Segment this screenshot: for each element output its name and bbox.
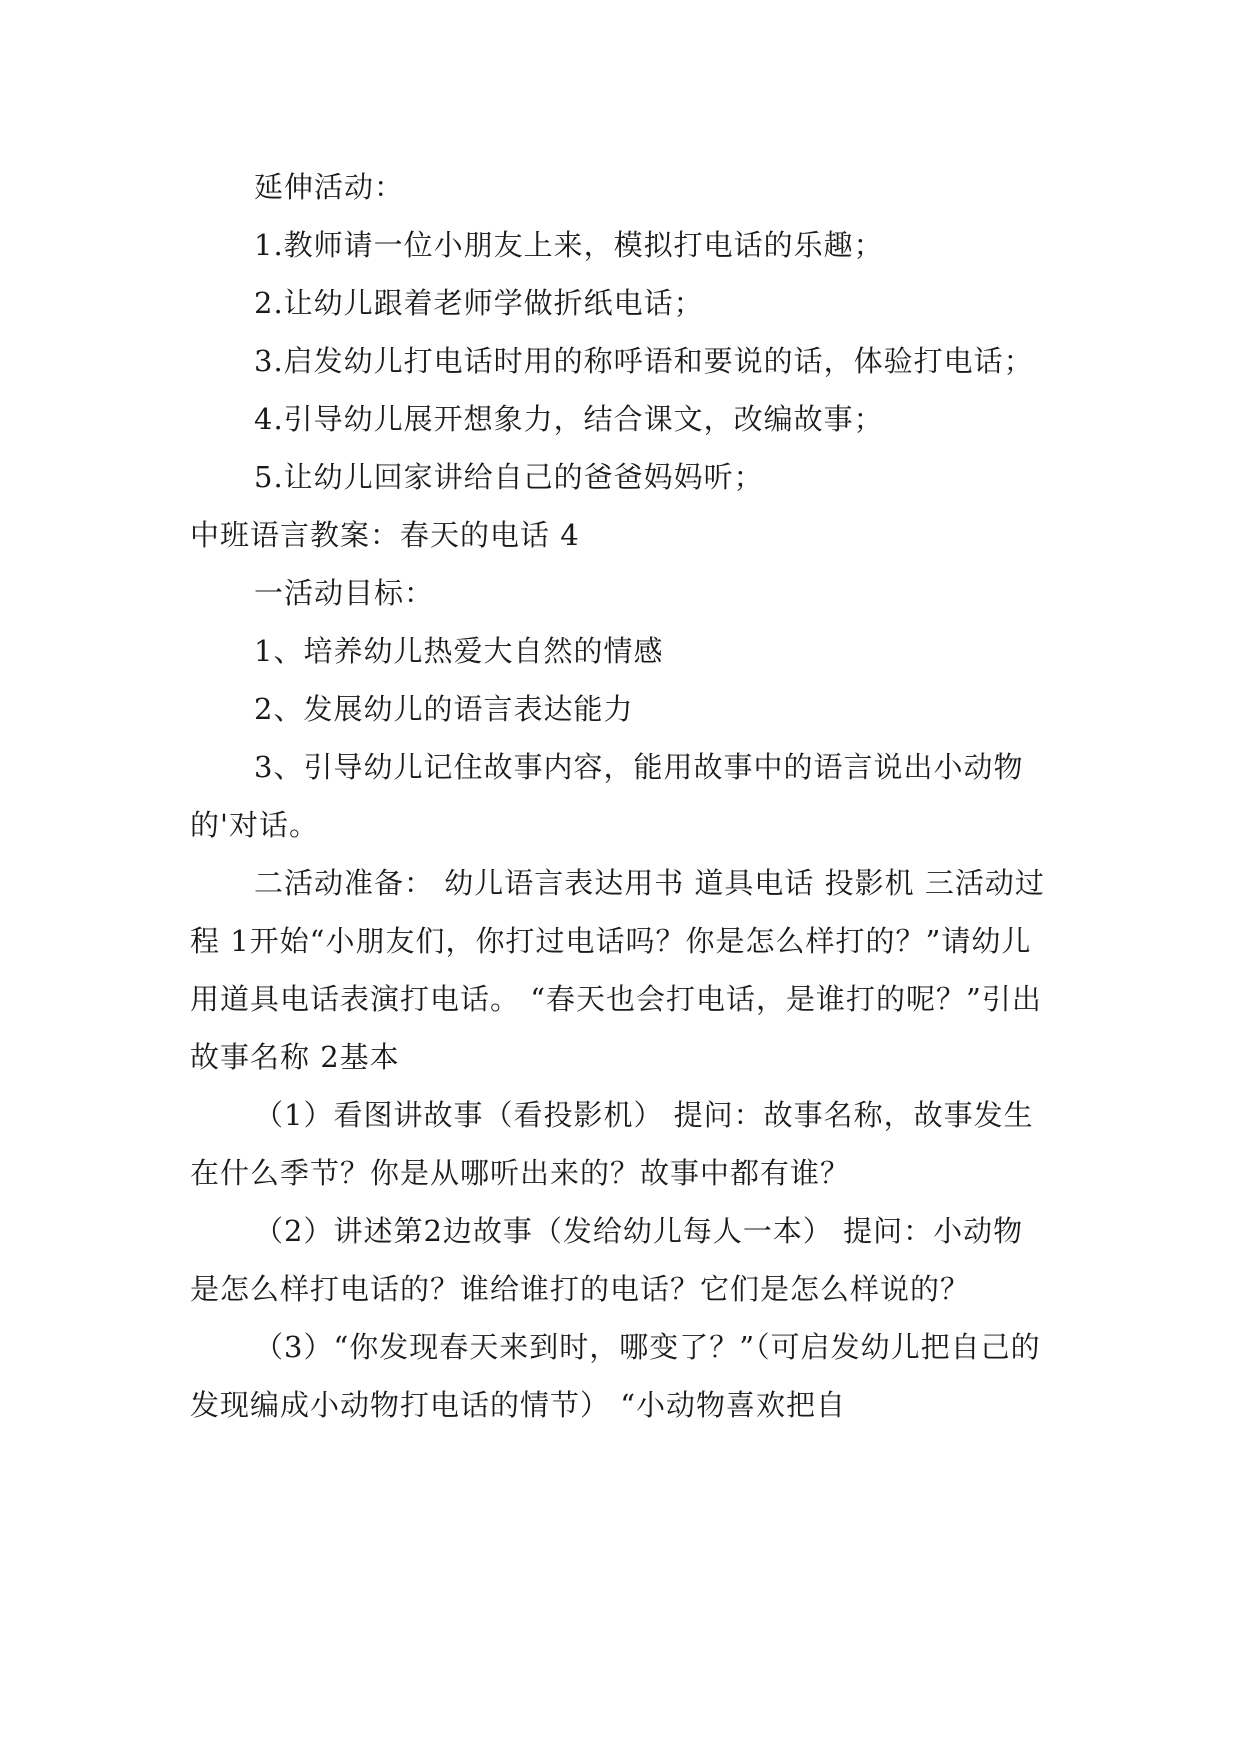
paragraph-step-3: （3）“你发现春天来到时，哪变了？”（可启发幼儿把自己的发现编成小动物打电话的情节） “小动物喜欢把自 — [190, 1330, 1041, 1422]
paragraph-extension-activity-title: 延伸活动： — [254, 170, 405, 204]
paragraph-goals-title: 一活动目标： — [254, 576, 435, 610]
paragraph-extension-item-1: 1.教师请一位小朋友上来，模拟打电话的乐趣； — [254, 228, 884, 262]
paragraph-extension-item-5: 5.让幼儿回家讲给自己的爸爸妈妈听； — [254, 460, 764, 494]
paragraph-extension-item-3: 3.启发幼儿打电话时用的称呼语和要说的话，体验打电话； — [254, 344, 1034, 378]
paragraph-goal-1: 1、培养幼儿热爱大自然的情感 — [254, 634, 664, 668]
paragraph-step-1: （1）看图讲故事（看投影机） 提问：故事名称，故事发生在什么季节？你是从哪听出来的？故事中都有谁？ — [190, 1098, 1034, 1190]
document-body — [190, 158, 1050, 1434]
paragraph-goal-2: 2、发展幼儿的语言表达能力 — [254, 692, 634, 726]
paragraph-extension-item-4: 4.引导幼儿展开想象力，结合课文，改编故事； — [254, 402, 884, 436]
section-heading: 中班语言教案：春天的电话 4 — [190, 518, 580, 552]
paragraph-extension-item-2: 2.让幼儿跟着老师学做折纸电话； — [254, 286, 704, 320]
paragraph-step-2: （2）讲述第2边故事（发给幼儿每人一本） 提问：小动物是怎么样打电话的？谁给谁打的电话？它们是怎么样说的？ — [190, 1214, 1024, 1306]
paragraph-goal-3: 3、引导幼儿记住故事内容，能用故事中的语言说出小动物的'对话。 — [190, 750, 1024, 842]
paragraph-preparation-process: 二活动准备： 幼儿语言表达用书 道具电话 投影机 三活动过程 1开始“小朋友们，你打过电话吗？你是怎么样打的？”请幼儿用道具电话表演打电话。 “春天也会打电话，是谁打的呢？”引出故事名称 2基本 — [190, 866, 1045, 1074]
